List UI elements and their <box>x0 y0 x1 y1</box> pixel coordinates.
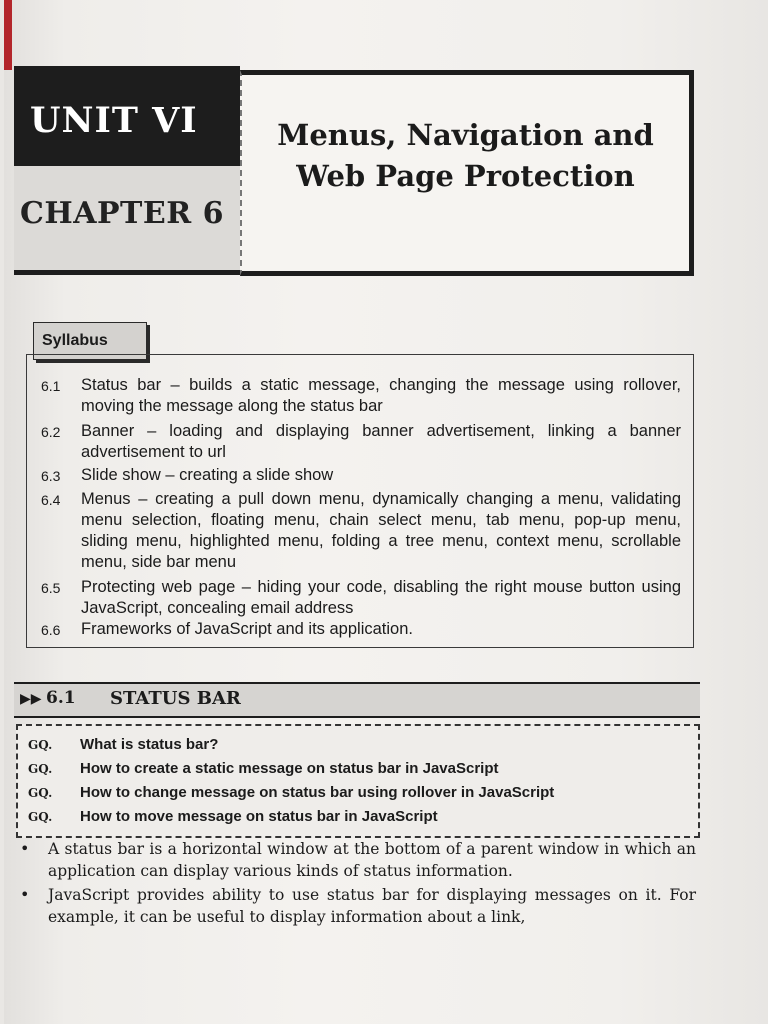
syllabus-item-number: 6.1 <box>41 378 61 394</box>
syllabus-item-number: 6.2 <box>41 424 61 440</box>
syllabus-item-text: Protecting web page – hiding your code, disabling the right mouse button using JavaScript, concealing email address <box>81 578 681 617</box>
syllabus-item-text: Slide show – creating a slide show <box>81 466 334 484</box>
syllabus-item-text: Status bar – builds a static message, changing the message using rollover, moving the message along the status bar <box>81 376 681 415</box>
syllabus-item-number: 6.3 <box>41 468 61 484</box>
gq-tag: GQ. <box>28 738 53 752</box>
gq-tag: GQ. <box>28 810 53 824</box>
syllabus-item-text: Banner – loading and displaying banner advertisement, linking a banner advertisement to url <box>81 422 681 461</box>
guided-question-text: How to change message on status bar using rollover in JavaScript <box>80 784 555 801</box>
guided-question-text: How to create a static message on status bar in JavaScript <box>80 760 499 777</box>
syllabus-item <box>41 465 681 487</box>
guided-question-text: How to move message on status bar in JavaScript <box>80 808 438 825</box>
syllabus-item <box>41 375 681 417</box>
section-number: 6.1 <box>46 688 76 708</box>
paragraph-text: A status bar is a horizontal window at the bottom of a parent window in which an application can display various kinds of status information. <box>48 840 696 880</box>
syllabus-item <box>41 489 681 573</box>
chapter-block <box>14 166 240 275</box>
gq-tag: GQ. <box>28 786 53 800</box>
fast-forward-icon: ▶▶ <box>20 691 42 707</box>
syllabus-item-text: Frameworks of JavaScript and its application. <box>81 620 413 638</box>
guided-question <box>28 736 680 753</box>
unit-label: UNIT VI <box>30 100 198 141</box>
paragraph-text: JavaScript provides ability to use status bar for displaying messages on it. For example, it can be useful to display information about a link, <box>48 886 696 926</box>
bullet-icon: • <box>20 839 30 858</box>
syllabus-item <box>41 421 681 463</box>
chapter-title: Menus, Navigation and Web Page Protection <box>277 118 654 193</box>
syllabus-item-number: 6.5 <box>41 580 61 596</box>
unit-block <box>14 66 240 167</box>
syllabus-item-number: 6.4 <box>41 492 61 508</box>
guided-question-text: What is status bar? <box>80 736 219 753</box>
syllabus-item <box>41 577 681 619</box>
guided-question <box>28 808 680 825</box>
guided-question <box>28 760 680 777</box>
guided-questions-box <box>16 724 700 838</box>
guided-question <box>28 784 680 801</box>
body-paragraph <box>20 838 696 882</box>
book-cover-edge <box>4 0 12 70</box>
book-page <box>4 0 768 1024</box>
gq-tag: GQ. <box>28 762 53 776</box>
bullet-icon: • <box>20 885 30 904</box>
chapter-title-box <box>240 70 694 276</box>
syllabus-item <box>41 619 681 641</box>
syllabus-box <box>26 354 694 648</box>
body-paragraph <box>20 884 696 928</box>
syllabus-label: Syllabus <box>42 332 108 349</box>
section-title: STATUS BAR <box>110 688 241 709</box>
section-header <box>14 682 700 718</box>
chapter-header <box>14 66 697 274</box>
chapter-label: CHAPTER 6 <box>20 196 224 231</box>
syllabus-item-number: 6.6 <box>41 622 61 638</box>
syllabus-item-text: Menus – creating a pull down menu, dynamically changing a menu, validating menu selection, floating menu, chain select menu, tab menu, pop-up menu, sliding menu, highlighted menu, folding a tree menu, context menu, scrollable menu, side bar menu <box>81 490 681 571</box>
